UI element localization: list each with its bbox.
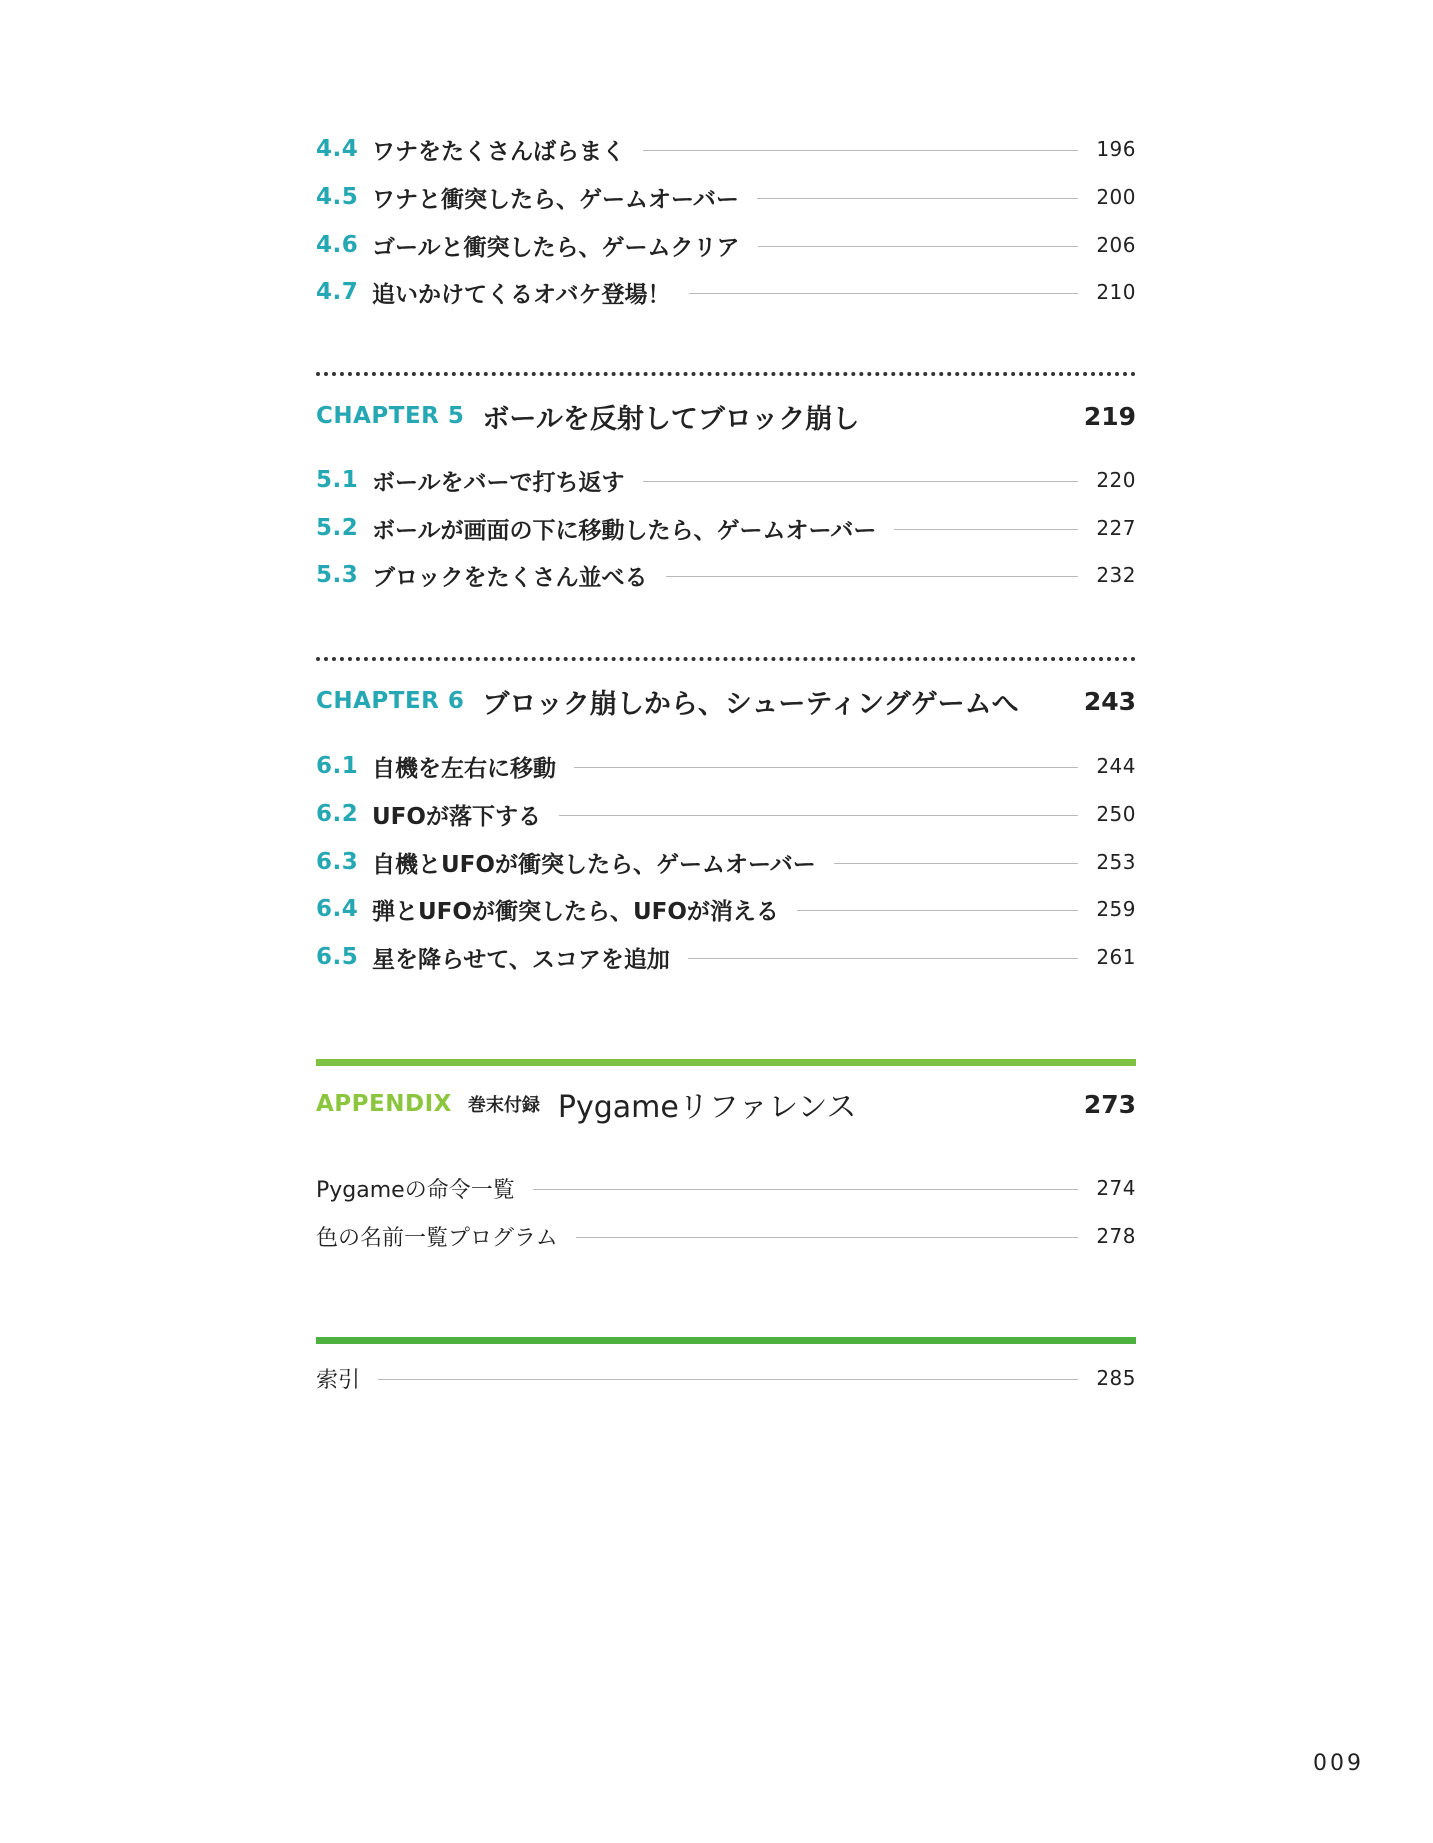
appendix-heading[interactable] — [316, 1082, 1136, 1126]
toc-entry-appendix-1[interactable] — [316, 1170, 1136, 1206]
toc-entry-5-3[interactable] — [316, 557, 1136, 593]
leader-line — [533, 1189, 1078, 1190]
page-number: 274 — [1096, 1176, 1136, 1200]
section-title: ワナと衝突したら、ゲームオーバー — [372, 186, 739, 213]
appendix-bar — [316, 1059, 1136, 1066]
section-number: 4.6 — [316, 232, 359, 258]
page-number: 259 — [1096, 897, 1136, 921]
appendix-page: 273 — [1083, 1089, 1136, 1119]
dotted-divider — [316, 657, 1136, 661]
section-title: 星を降らせて、スコアを追加 — [372, 946, 670, 973]
leader-line — [797, 910, 1078, 911]
section-title: ボールをバーで打ち返す — [372, 469, 625, 496]
chapter-label: CHAPTER 5 — [316, 403, 465, 429]
section-title: 自機とUFOが衝突したら、ゲームオーバー — [372, 851, 816, 878]
section-title: ゴールと衝突したら、ゲームクリア — [372, 234, 740, 261]
toc-entry-4-6[interactable] — [316, 227, 1136, 263]
page-number: 227 — [1096, 516, 1136, 540]
leader-line — [758, 246, 1078, 247]
section-number: 6.4 — [316, 896, 359, 922]
section-number: 5.1 — [316, 467, 359, 493]
toc-entry-index[interactable] — [316, 1360, 1136, 1396]
toc-entry-6-2[interactable] — [316, 796, 1136, 832]
chapter-page: 219 — [1083, 401, 1136, 431]
chapter-label: CHAPTER 6 — [316, 688, 465, 714]
folio-page-number: 009 — [1313, 1751, 1364, 1776]
leader-line — [688, 958, 1078, 959]
leader-line — [894, 529, 1078, 530]
section-number: 4.5 — [316, 184, 359, 210]
entry-title: 色の名前一覧プログラム — [316, 1225, 558, 1251]
toc-entry-4-7[interactable] — [316, 274, 1136, 310]
page-number: 220 — [1096, 468, 1136, 492]
chapter-6-heading[interactable] — [316, 681, 1136, 721]
section-title: 追いかけてくるオバケ登場！ — [372, 281, 671, 308]
index-title: 索引 — [316, 1367, 361, 1393]
page-number: 285 — [1096, 1366, 1136, 1390]
toc-entry-6-4[interactable] — [316, 891, 1136, 927]
section-number: 6.1 — [316, 753, 359, 779]
section-number: 5.3 — [316, 562, 359, 588]
chapter-title: ボールを反射してブロック崩し — [482, 403, 860, 435]
chapter-title: ブロック崩しから、シューティングゲームへ — [482, 688, 1019, 720]
page-number: 244 — [1096, 754, 1136, 778]
page-number: 210 — [1096, 280, 1136, 304]
page-number: 250 — [1096, 802, 1136, 826]
toc-entry-4-4[interactable] — [316, 131, 1136, 167]
section-title: ワナをたくさんばらまく — [372, 138, 625, 165]
page-number: 261 — [1096, 945, 1136, 969]
appendix-title: Pygameリファレンス — [557, 1090, 857, 1125]
leader-line — [689, 293, 1078, 294]
appendix-label: APPENDIX — [316, 1091, 452, 1117]
section-number: 6.2 — [316, 801, 359, 827]
leader-line — [643, 150, 1078, 151]
appendix-subtitle: 巻末付録 — [467, 1095, 540, 1116]
leader-line — [576, 1237, 1078, 1238]
leader-line — [757, 198, 1078, 199]
section-title: 弾とUFOが衝突したら、UFOが消える — [372, 898, 779, 925]
section-title: 自機を左右に移動 — [372, 755, 556, 782]
leader-line — [559, 815, 1078, 816]
section-title: ブロックをたくさん並べる — [372, 564, 648, 591]
leader-line — [666, 576, 1078, 577]
leader-line — [378, 1379, 1078, 1380]
toc-entry-5-2[interactable] — [316, 510, 1136, 546]
section-title: ボールが画面の下に移動したら、ゲームオーバー — [372, 517, 877, 544]
page-number: 232 — [1096, 563, 1136, 587]
page-number: 196 — [1096, 137, 1136, 161]
toc-entry-appendix-2[interactable] — [316, 1218, 1136, 1254]
toc-entry-5-1[interactable] — [316, 462, 1136, 498]
index-bar — [316, 1337, 1136, 1344]
dotted-divider — [316, 372, 1136, 376]
toc-entry-4-5[interactable] — [316, 179, 1136, 215]
section-number: 4.4 — [316, 136, 359, 162]
toc-entry-6-1[interactable] — [316, 748, 1136, 784]
section-number: 6.5 — [316, 944, 359, 970]
entry-title: Pygameの命令一覧 — [316, 1177, 515, 1203]
chapter-5-heading[interactable] — [316, 396, 1136, 436]
toc-entry-6-3[interactable] — [316, 844, 1136, 880]
leader-line — [643, 481, 1078, 482]
section-title: UFOが落下する — [372, 803, 541, 830]
section-number: 4.7 — [316, 279, 359, 305]
leader-line — [574, 767, 1078, 768]
page-number: 278 — [1096, 1224, 1136, 1248]
toc-entry-6-5[interactable] — [316, 939, 1136, 975]
page-number: 253 — [1096, 850, 1136, 874]
page-number: 206 — [1096, 233, 1136, 257]
leader-line — [834, 863, 1078, 864]
section-number: 6.3 — [316, 849, 359, 875]
chapter-page: 243 — [1083, 686, 1136, 716]
section-number: 5.2 — [316, 515, 359, 541]
page-number: 200 — [1096, 185, 1136, 209]
